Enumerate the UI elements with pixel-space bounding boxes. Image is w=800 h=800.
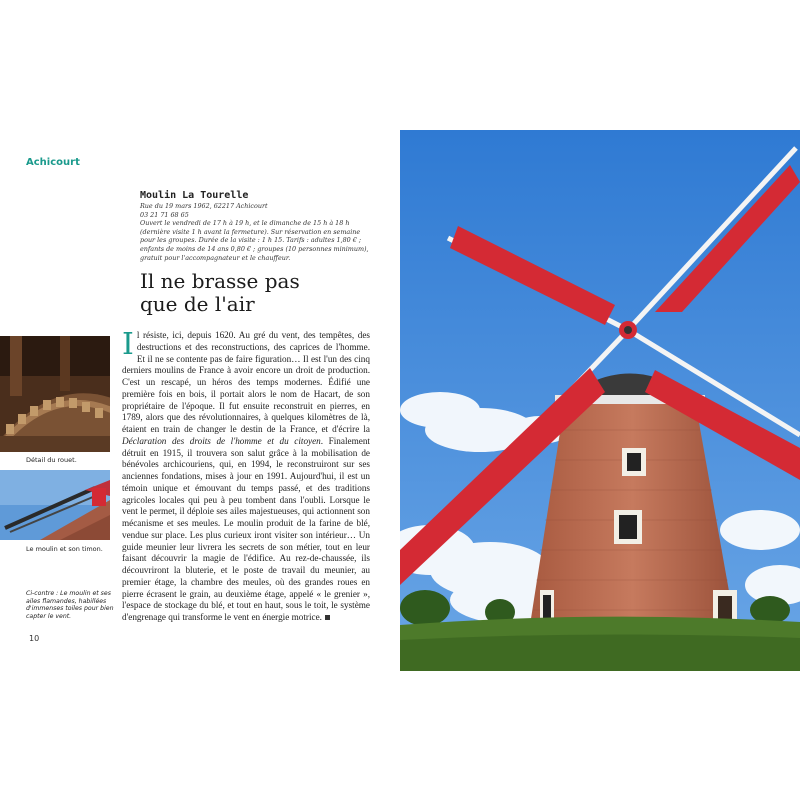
venue-info	[140, 202, 372, 262]
article-body	[122, 327, 370, 624]
windmill-photo	[400, 130, 800, 671]
page-number: 10	[29, 634, 40, 643]
windmill-image	[400, 130, 800, 671]
article-text-italic: Déclaration des droits de l'homme et du citoyen	[122, 435, 321, 446]
headline-line-1: Il ne brasse pas	[140, 269, 300, 293]
caption-timon: Le moulin et son timon.	[26, 545, 103, 553]
photo-rouet-detail	[0, 336, 110, 452]
photo-mill-timon	[0, 470, 110, 540]
end-mark-icon	[325, 615, 330, 620]
timon-image	[0, 470, 110, 540]
drop-cap: I	[122, 327, 134, 362]
article-text-part-2: . Finalement détruit en 1915, il trouvera son salut grâce à la mobilisation de bénévoles archicouriens, qui, en 1994, le reconstruiront sur ses anciennes fondations, mises à jour en 1991. Aujourd'hui, il est un témoin unique et émouvant du temps passé, et des traditions agricoles locales qui peu à peu tombent dans l'oubli. Lorsque le vent le permet, il déploie ses ailes majestueuses, qui actionnent son mécanisme et ses meules. Le moulin produit de la farine de blé, vendue sur place. Les plus curieux iront visiter son intérieur… Un guide meunier leur livrera les secrets de son métier, tout en leur faisant découvrir la magie de l'édifice. Au rez-de-chaussée, ils découvriront la bluterie, et le poste de travail du meunier, au premier étage, la chambre des meules, où des grandes roues en pierre écrasent le grain, au deuxième étage, appelé « le grenier », l'espace de stockage du blé, et tout en haut, sous le toit, le système d'engrenage qui transforme le vent en énergie motrice.	[122, 435, 370, 622]
section-label: Achicourt	[26, 157, 80, 168]
rouet-image	[0, 336, 110, 452]
venue-address: Rue du 19 mars 1962, 62217 Achicourt	[140, 202, 268, 210]
venue-name: Moulin La Tourelle	[140, 190, 249, 201]
article-headline	[140, 270, 380, 316]
venue-hours: Ouvert le vendredi de 17 h à 19 h, et le dimanche de 15 h à 18 h (dernière visite 1 h avant la fermeture). Sur réservation en semaine pour les groupes. Durée de la visite : 1 h 15. Tarifs : adultes 1,80 € ; enfants de moins de 14 ans 0,80 € ; groupes (10 personnes minimum), gratuit pour l'accompagnateur et le chauffeur.	[140, 219, 369, 262]
article-text-part-1: l résiste, ici, depuis 1620. Au gré du vent, des tempêtes, des destructions et des reconstructions, des caprices de l'homme. Et il ne se contente pas de faire figuration… Il est l'un des cinq derniers moulins de France à avoir encore un droit de production. C'est un rescapé, un héros des temps modernes. Édifié une première fois en bois, il portait alors le nom de Hacart, de son propriétaire de l'époque. Il fut ensuite reconstruit en pierres, en 1789, alors que des révolutionnaires, à quelques kilomètres de là, étaient en train de changer le destin de la France, et d'écrire la	[122, 330, 370, 434]
venue-phone: 03 21 71 68 65	[140, 210, 189, 219]
caption-rouet: Détail du rouet.	[26, 456, 77, 464]
caption-main-photo: Ci-contre : Le moulin et ses ailes flamandes, habillées d'immenses toiles pour bien capter le vent.	[26, 590, 114, 620]
headline-line-2: que de l'air	[140, 292, 255, 316]
